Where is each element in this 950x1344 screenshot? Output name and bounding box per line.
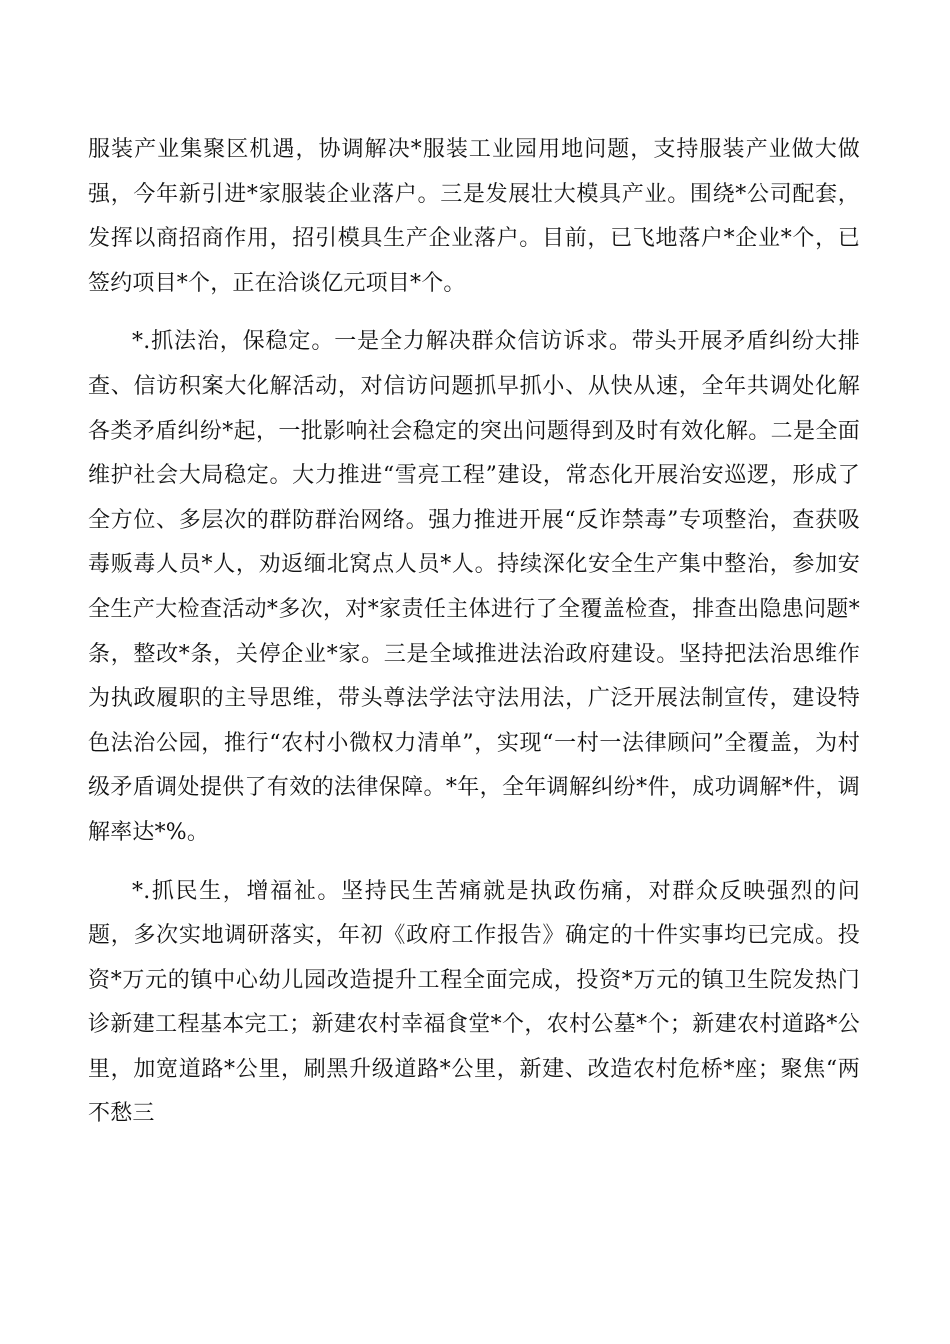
paragraph-livelihood: *.抓民生，增福祉。坚持民生苦痛就是执政伤痛，对群众反映强烈的问题，多次实地调研落实，年初《政府工作报告》确定的十件实事均已完成。投资*万元的镇中心幼儿园改造提升工程全面完成，投资*万元的镇卫生院发热门诊新建工程基本完工；新建农村幸福食堂*个，农村公墓*个；新建农村道路*公里，加宽道路*公里，刷黑升级道路*公里，新建、改造农村危桥*座；聚焦“两不愁三	[88, 878, 860, 1127]
paragraph-rule-of-law: *.抓法治，保稳定。一是全力解决群众信访诉求。带头开展矛盾纠纷大排查、信访积案大化解活动，对信访问题抓早抓小、从快从速，全年共调处化解各类矛盾纠纷*起，一批影响社会稳定的突出问题得到及时有效化解。二是全面维护社会大局稳定。大力推进“雪亮工程”建设，常态化开展治安巡逻，形成了全方位、多层次的群防群治网络。强力推进开展“反诈禁毒”专项整治，查获吸毒贩毒人员*人，劝返缅北窝点人员*人。持续深化安全生产集中整治，参加安全生产大检查活动*多次，对*家责任主体进行了全覆盖检查，排查出隐患问题*条，整改*条，关停企业*家。三是全域推进法治政府建设。坚持把法治思维作为执政履职的主导思维，带头尊法学法守法用法，广泛开展法制宣传，建设特色法治公园，推行“农村小微权力清单”，实现“一村一法律顾问”全覆盖，为村级矛盾调处提供了有效的法律保障。*年，全年调解纠纷*件，成功调解*件，调解率达*%。	[88, 329, 860, 845]
paragraph-industry-continued: 服装产业集聚区机遇，协调解决*服装工业园用地问题，支持服装产业做大做强，今年新引进*家服装企业落户。三是发展壮大模具产业。围绕*公司配套，发挥以商招商作用，招引模具生产企业落户。目前，已飞地落户*企业*个，已签约项目*个，正在洽谈亿元项目*个。	[88, 137, 860, 296]
document-body	[88, 128, 860, 1137]
